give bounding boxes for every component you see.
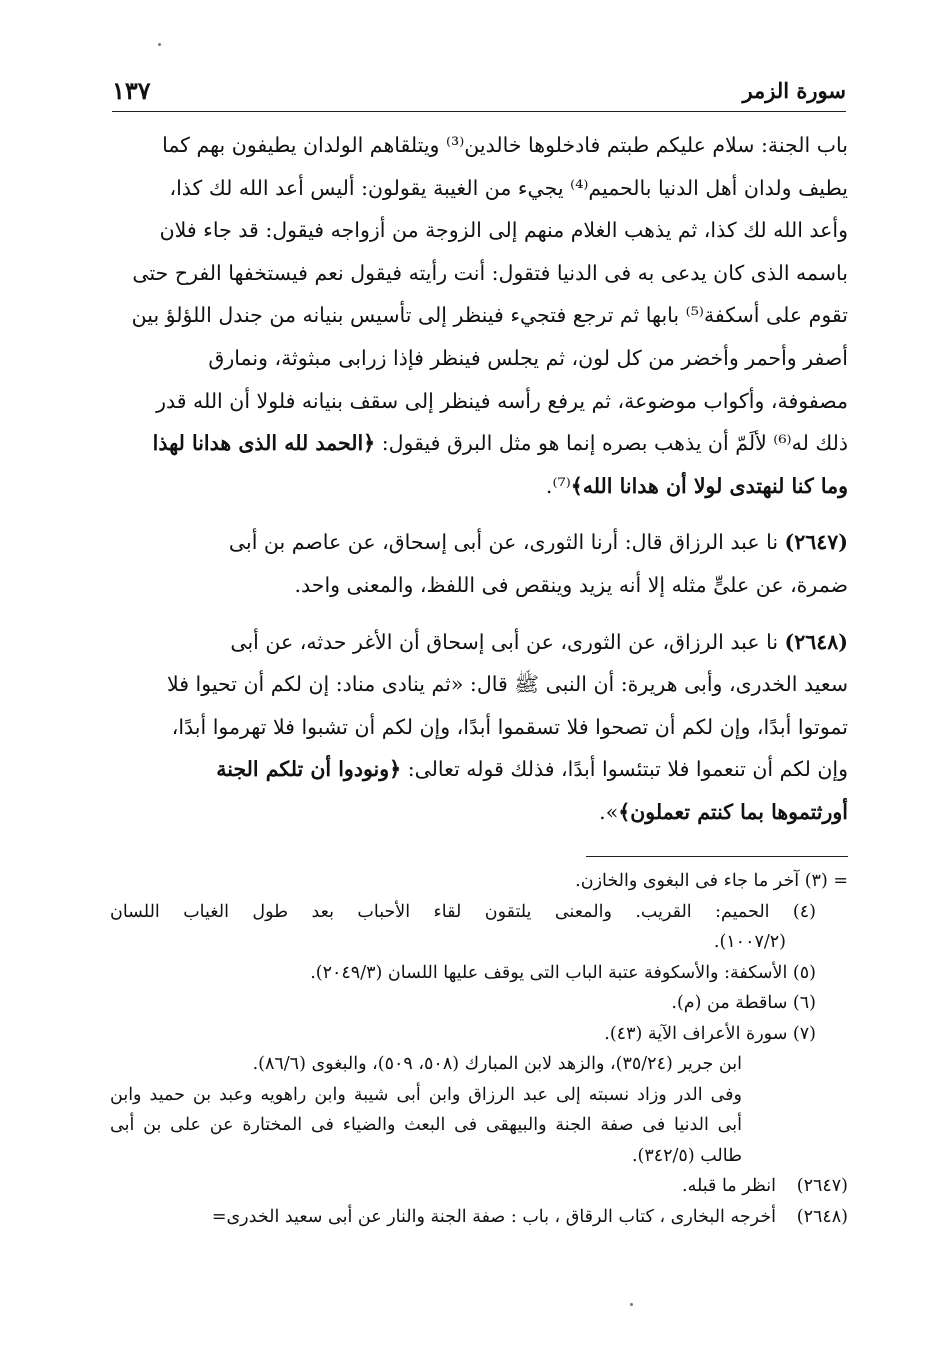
text-line: تموتوا أبدًا، وإن لكم أن تصحوا فلا تسقموا أبدًا، وإن لكم أن تشبوا فلا تهرموا أبدًا، (171, 714, 848, 739)
footnote-6: (٦) ساقطة من (م). (671, 993, 816, 1013)
text-line: ». (599, 799, 619, 824)
footnote-7-line: أبى الدنيا فى صفة الجنة والبيهقى فى البعث والضياء فى المختارة عن على بن أبى (110, 1115, 742, 1135)
hadith-number: (٢٦٤٧) (784, 530, 848, 555)
hadith-number: (٢٦٤٨) (784, 629, 848, 654)
takhrij-text: انظر ما قبله. (682, 1176, 776, 1196)
text-line: باب الجنة: سلام عليكم طبتم فادخلوها خالدين⁽³⁾ ويتلقاهم الولدان يطيفون بهم كما (162, 133, 848, 157)
footnote-5: (٥) الأسكفة: والأسكوفة عتبة الباب التى يوقف عليها اللسان (٢٠٤٩/٣). (310, 962, 816, 983)
footnote-7: (٧) سورة الأعراف الآية (٤٣). (604, 1023, 816, 1044)
quran-quote: وما كنا لنهتدى لولا أن هدانا الله﴾ (570, 473, 848, 498)
scan-speck (158, 43, 161, 46)
text-line: ضمرة، عن علىٍّ مثله إلا أنه يزيد وينقص فى اللفظ، والمعنى واحد. (294, 572, 848, 597)
takhrij-label: (٢٦٤٨) (796, 1206, 848, 1227)
text-line: تقوم على أسكفة⁽⁵⁾ بابها ثم ترجع فتجيء فينظر إلى تأسيس بنيانه من جندل اللؤلؤ بين (131, 303, 848, 328)
takhrij-2648 (110, 1202, 848, 1233)
running-header (112, 70, 846, 110)
footnote-separator (586, 856, 848, 857)
takhrij-text: أخرجه البخارى ، كتاب الرقاق ، باب : صفة الجنة والنار عن أبى سعيد الخدرى (226, 1206, 776, 1227)
continuation-mark: = (211, 1206, 227, 1227)
hadith-2647 (110, 521, 848, 606)
footnotes (110, 866, 848, 1232)
quran-quote: أورثتموها بما كنتم تعملون﴾ (618, 799, 848, 824)
text-line: مصفوفة، وأكواب موضوعة، ثم يرفع رأسه فينظر إلى سقف بنيانه فلولا أن الله قدر (156, 388, 848, 413)
takhrij-2647 (110, 1171, 848, 1202)
text-line: نا عبد الرزاق، عن الثورى، عن أبى إسحاق أن الأغر حدثه، عن أبى (230, 629, 785, 654)
hadith-2648 (110, 621, 848, 834)
footnote-4-cont: (١٠٠٧/٢). (713, 932, 786, 952)
header-rule (112, 111, 846, 112)
page-number: ١٣٧ (112, 75, 151, 105)
quran-quote: ﴿الحمد لله الذى هدانا لهذا (152, 431, 376, 456)
text-line: سعيد الخدرى، وأبى هريرة: أن النبى ﷺ قال: «ثم ينادى مناد: إن لكم أن تحيوا فلا (167, 672, 848, 697)
text-line: نا عبد الرزاق قال: أرنا الثورى، عن أبى إسحاق، عن عاصم بن أبى (228, 530, 785, 555)
footnote-7-sources: ابن جرير (٣٥/٢٤)، والزهد لابن المبارك (٥٠٨، ٥٠٩)، والبغوى (٨٦/٦). (252, 1054, 742, 1074)
text-line: ⁽⁷⁾. (545, 473, 571, 498)
text-line: يطيف ولدان أهل الدنيا بالحميم⁽⁴⁾ يجيء من الغيبة يقولون: أليس أعد الله لك كذا، (169, 175, 848, 200)
text-line: وإن لكم أن تنعموا فلا تبتئسوا أبدًا، فذلك قوله تعالى: (401, 757, 848, 782)
text-line: وأعد الله لك كذا، ثم يذهب الغلام منهم إلى الزوجة من أزواجه فيقول: قد جاء فلان (159, 218, 848, 243)
scan-speck (630, 1303, 633, 1306)
footnote-3: = (٣) آخر ما جاء فى البغوى والخازن. (575, 871, 848, 891)
footnote-7-line: وفى الدر وزاد نسبته إلى عبد الرزاق وابن أبى شيبة وابن راهويه وعبد بن حميد وابن (110, 1084, 742, 1105)
text-line: باسمه الذى كان يدعى به فى الدنيا فتقول: أنت رأيته فيقول نعم فيستخفها الفرح حتى (132, 260, 848, 285)
takhrij-label: (٢٦٤٧) (796, 1176, 848, 1196)
text-line: ذلك له⁽⁶⁾ لألَمّ أن يذهب بصره إنما هو مثل البرق فيقول: (375, 431, 848, 456)
footnote-4: (٤) الحميم: القريب. والمعنى يلتقون لقاء الأحباب بعد طول الغياب اللسان (110, 901, 816, 922)
text-line: أصفر وأحمر وأخضر من كل لون، ثم يجلس فينظر فإذا زرابى مبثوثة، ونمارق (208, 345, 848, 370)
surah-title: سورة الزمر (742, 77, 846, 103)
main-text (110, 124, 848, 834)
quran-quote: ﴿ونودوا أن تلكم الجنة (216, 757, 402, 782)
footnote-7-line: طالب (٣٤٢/٥). (631, 1145, 742, 1166)
paragraph-1 (110, 124, 848, 507)
